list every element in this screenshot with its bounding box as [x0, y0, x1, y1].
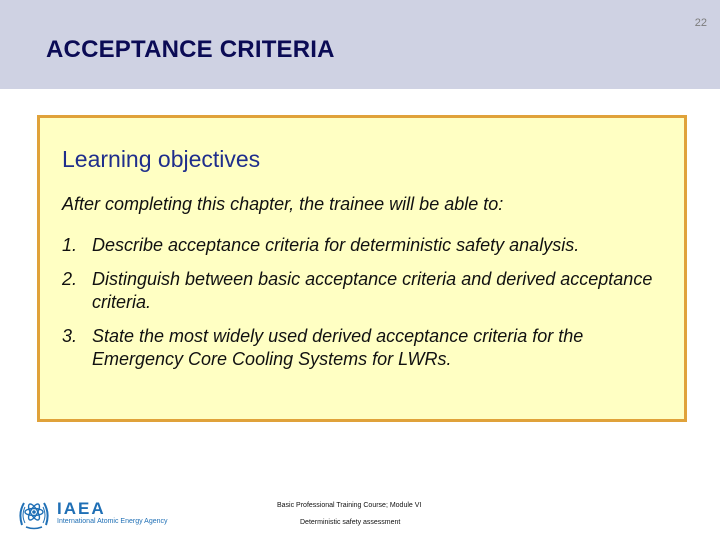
- logo-subtitle: International Atomic Energy Agency: [57, 517, 168, 525]
- objective-number: 3.: [62, 326, 78, 346]
- footer-module: Deterministic safety assessment: [300, 519, 401, 526]
- objectives-intro: After completing this chapter, the trainee will be able to:: [62, 194, 504, 214]
- footer-course: Basic Professional Training Course; Module VI: [277, 502, 422, 509]
- objectives-heading: Learning objectives: [62, 146, 261, 172]
- objective-number: 1.: [62, 235, 78, 255]
- objective-item-2: [62, 268, 672, 314]
- logo-name: IAEA: [57, 498, 106, 518]
- slide-title: ACCEPTANCE CRITERIA: [46, 36, 335, 63]
- objective-text: Describe acceptance criteria for deterministic safety analysis.: [92, 235, 580, 255]
- logo-text: [57, 500, 168, 527]
- learning-objectives-box: [37, 115, 687, 422]
- objective-list: [62, 234, 672, 382]
- objective-item-3: [62, 325, 672, 371]
- objective-text: Distinguish between basic acceptance criteria and derived acceptance criteria.: [92, 269, 653, 312]
- iaea-logo: [16, 495, 168, 531]
- iaea-emblem-icon: [16, 495, 52, 531]
- slide-number: 22: [694, 17, 707, 29]
- objective-number: 2.: [62, 269, 78, 289]
- objective-item-1: [62, 234, 672, 257]
- objective-text: State the most widely used derived acceptance criteria for the Emergency Core Cooling Systems for LWRs.: [92, 326, 584, 369]
